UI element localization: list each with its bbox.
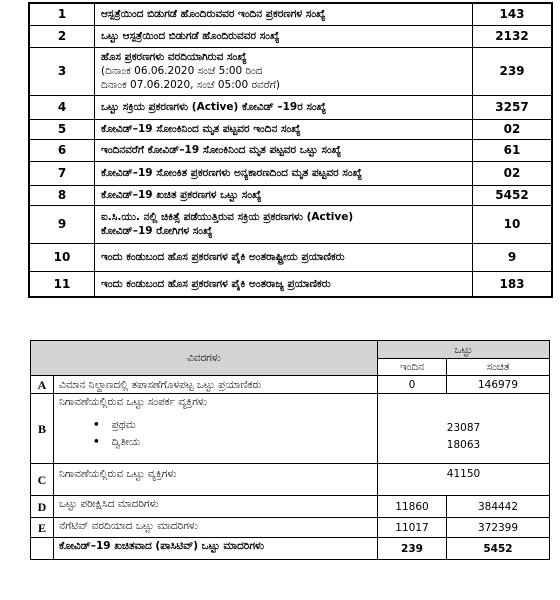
row-value: 239	[473, 47, 553, 95]
row-letter: B	[31, 394, 54, 464]
primary-value: 23087	[446, 422, 481, 434]
table2-row-b	[31, 394, 550, 464]
row-number: 4	[29, 95, 95, 119]
row-value: 10	[473, 205, 553, 243]
row-letter: C	[31, 464, 54, 496]
row-today-value: 239	[378, 538, 447, 560]
row-description: ಕೋವಿಡ್–19 ಖಚಿತ ಪ್ರಕರಣಗಳ ಒಟ್ಟು ಸಂಖ್ಯೆ	[101, 189, 262, 201]
summary-row	[29, 139, 552, 161]
row-letter: D	[31, 496, 54, 518]
secondary-value: 18063	[446, 439, 481, 451]
testing-details-table	[30, 340, 550, 560]
summary-row	[29, 243, 552, 271]
row-value: 9	[473, 243, 553, 271]
summary-row	[29, 205, 552, 243]
row-number: 3	[29, 47, 95, 95]
row-description-cell	[95, 185, 473, 205]
row-cumulative-value: 146979	[447, 376, 550, 394]
row-description-cell	[95, 243, 473, 271]
row-description-cell	[95, 25, 473, 47]
table2-row-positive	[31, 538, 550, 560]
row-description-cell	[95, 161, 473, 185]
row-description-sub1: (ದಿನಾಂಕ 06.06.2020 ಸಂಜೆ 5:00 ರಿಂದ	[101, 65, 263, 77]
header-details: ವಿವರಗಳು	[31, 341, 378, 376]
summary-row	[29, 119, 552, 139]
row-number: 2	[29, 25, 95, 47]
row-number: 8	[29, 185, 95, 205]
row-description: ನಿಗಾವಣೆಯಲ್ಲಿರುವ ಒಟ್ಟು ವ್ಯಕ್ತಿಗಳು	[54, 464, 378, 496]
row-description: ಕೋವಿಡ್–19 ಸೋಂಕಿತ ಪ್ರಕರಣಗಳು ಅನ್ಯಕಾರಣದಿಂದ ಮೃತ ಪಟ್ಟವರ ಸಂಖ್ಯೆ	[101, 167, 363, 179]
row-value: 5452	[473, 185, 553, 205]
row-value: 2132	[473, 25, 553, 47]
header-total: ಒಟ್ಟು	[378, 341, 550, 359]
row-number: 1	[29, 3, 95, 25]
row-value: 02	[473, 119, 553, 139]
summary-row	[29, 161, 552, 185]
row-c-value: 41150	[378, 464, 550, 496]
row-today-value: 0	[378, 376, 447, 394]
row-description: ಆಸ್ಪತ್ರೆಯಿಂದ ಬಿಡುಗಡೆ ಹೊಂದಿರುವವರ ಇಂದಿನ ಪ್ರಕರಣಗಳ ಸಂಖ್ಯೆ	[101, 8, 326, 21]
row-value: 183	[473, 271, 553, 297]
row-description-sub2: ದಿನಾಂಕ 07.06.2020, ಸಂಜೆ 05:00 ರವರೆಗೆ)	[101, 79, 280, 91]
row-description: ಐ.ಸಿ.ಯು. ನಲ್ಲಿ ಚಿಕಿತ್ಸೆ ಪಡೆಯುತ್ತಿರುವ ಸಕ್ರಿಯ ಪ್ರಕರಣಗಳು (Active)	[101, 211, 354, 223]
row-description: ನೆಗೆಟಿವ್ ವರದಿಯಾದ ಒಟ್ಟು ಮಾದರಿಗಳು	[54, 518, 378, 538]
row-description-cell	[95, 119, 473, 139]
row-description-block	[54, 394, 378, 464]
header-cumulative: ಸಂಚಿತ	[447, 359, 550, 376]
row-cumulative-value: 5452	[447, 538, 550, 560]
table2-row-d	[31, 496, 550, 518]
summary-row	[29, 25, 552, 47]
row-b-values	[378, 394, 550, 464]
row-value: 61	[473, 139, 553, 161]
row-today-value: 11017	[378, 518, 447, 538]
row-number: 11	[29, 271, 95, 297]
row-description-cell	[95, 139, 473, 161]
row-description: ಒಟ್ಟು ಪರೀಕ್ಷಿಸಿದ ಮಾದರಿಗಳು	[54, 496, 378, 518]
row-description-cell	[95, 205, 473, 243]
row-description-cell	[95, 3, 473, 25]
row-description-cell	[95, 95, 473, 119]
table2-row-a	[31, 376, 550, 394]
row-cumulative-value: 372399	[447, 518, 550, 538]
summary-row	[29, 47, 552, 95]
summary-row	[29, 271, 552, 297]
summary-row	[29, 95, 552, 119]
row-description: ನಿಗಾವಣೆಯಲ್ಲಿರುವ ಒಟ್ಟು ಸಂಪರ್ಕ ವ್ಯಕ್ತಿಗಳು	[59, 396, 207, 408]
row-description: ಒಟ್ಟು ಆಸ್ಪತ್ರೆಯಿಂದ ಬಿಡುಗಡೆ ಹೊಂದಿರುವವರ ಸಂಖ್ಯೆ	[101, 30, 280, 42]
covid-summary-table-body	[29, 3, 552, 297]
row-description-cell	[95, 47, 473, 95]
summary-row	[29, 3, 552, 25]
row-letter: A	[31, 376, 54, 394]
summary-row	[29, 185, 552, 205]
row-number: 6	[29, 139, 95, 161]
row-description: ಕೋವಿಡ್–19 ಖಚಿತವಾದ (ಪಾಸಿಟಿವ್) ಒಟ್ಟು ಮಾದರಿಗಳು	[54, 538, 378, 560]
row-description-cell	[95, 271, 473, 297]
header-today: ಇಂದಿನ	[378, 359, 447, 376]
row-number: 7	[29, 161, 95, 185]
row-letter: E	[31, 518, 54, 538]
table2-header-row	[31, 341, 550, 359]
row-description-sub1: ಕೋವಿಡ್–19 ರೋಗಿಗಳ ಸಂಖ್ಯೆ	[101, 225, 213, 237]
table2-row-c	[31, 464, 550, 496]
row-number: 10	[29, 243, 95, 271]
row-number: 9	[29, 205, 95, 243]
bullet-secondary: • ದ್ವಿತೀಯ	[59, 434, 372, 451]
row-value: 143	[473, 3, 553, 25]
row-description: ಇಂದಿನವರೆಗೆ ಕೋವಿಡ್–19 ಸೋಂಕಿನಿಂದ ಮೃತ ಪಟ್ಟವರ ಒಟ್ಟು ಸಂಖ್ಯೆ	[101, 144, 342, 156]
row-value: 02	[473, 161, 553, 185]
row-description: ವಿಮಾನ ನಿಲ್ದಾಣದಲ್ಲಿ ತಪಾಸಣೆಗೊಳಪಟ್ಟ ಒಟ್ಟು ಪ್ರಯಾಣಿಕರು	[54, 376, 378, 394]
row-letter-empty	[31, 538, 54, 560]
row-description: ಒಟ್ಟು ಸಕ್ರಿಯ ಪ್ರಕರಣಗಳು (Active) ಕೋವಿಡ್ –19ರ ಸಂಖ್ಯೆ	[101, 101, 327, 113]
covid-summary-table	[28, 2, 553, 298]
row-description: ಕೋವಿಡ್–19 ಸೋಂಕಿನಿಂದ ಮೃತ ಪಟ್ಟವರ ಇಂದಿನ ಸಂಖ್ಯೆ	[101, 123, 301, 135]
row-description: ಇಂದು ಕಂಡುಬಂದ ಹೊಸ ಪ್ರಕರಣಗಳ ಪೈಕಿ ಅಂತರಾಜ್ಯ ಪ್ರಯಾಣಿಕರು	[101, 277, 331, 290]
row-description: ಇಂದು ಕಂಡುಬಂದ ಹೊಸ ಪ್ರಕರಣಗಳ ಪೈಕಿ ಅಂತರಾಷ್ಟ್ರೀಯ ಪ್ರಯಾಣಿಕರು	[101, 251, 345, 263]
row-number: 5	[29, 119, 95, 139]
row-value: 3257	[473, 95, 553, 119]
bullet-primary: • ಪ್ರಥಮ	[59, 417, 372, 434]
row-today-value: 11860	[378, 496, 447, 518]
table2-row-e	[31, 518, 550, 538]
row-cumulative-value: 384442	[447, 496, 550, 518]
row-description: ಹೊಸ ಪ್ರಕರಣಗಳು ವರದಿಯಾಗಿರುವ ಸಂಖ್ಯೆ	[101, 51, 247, 63]
